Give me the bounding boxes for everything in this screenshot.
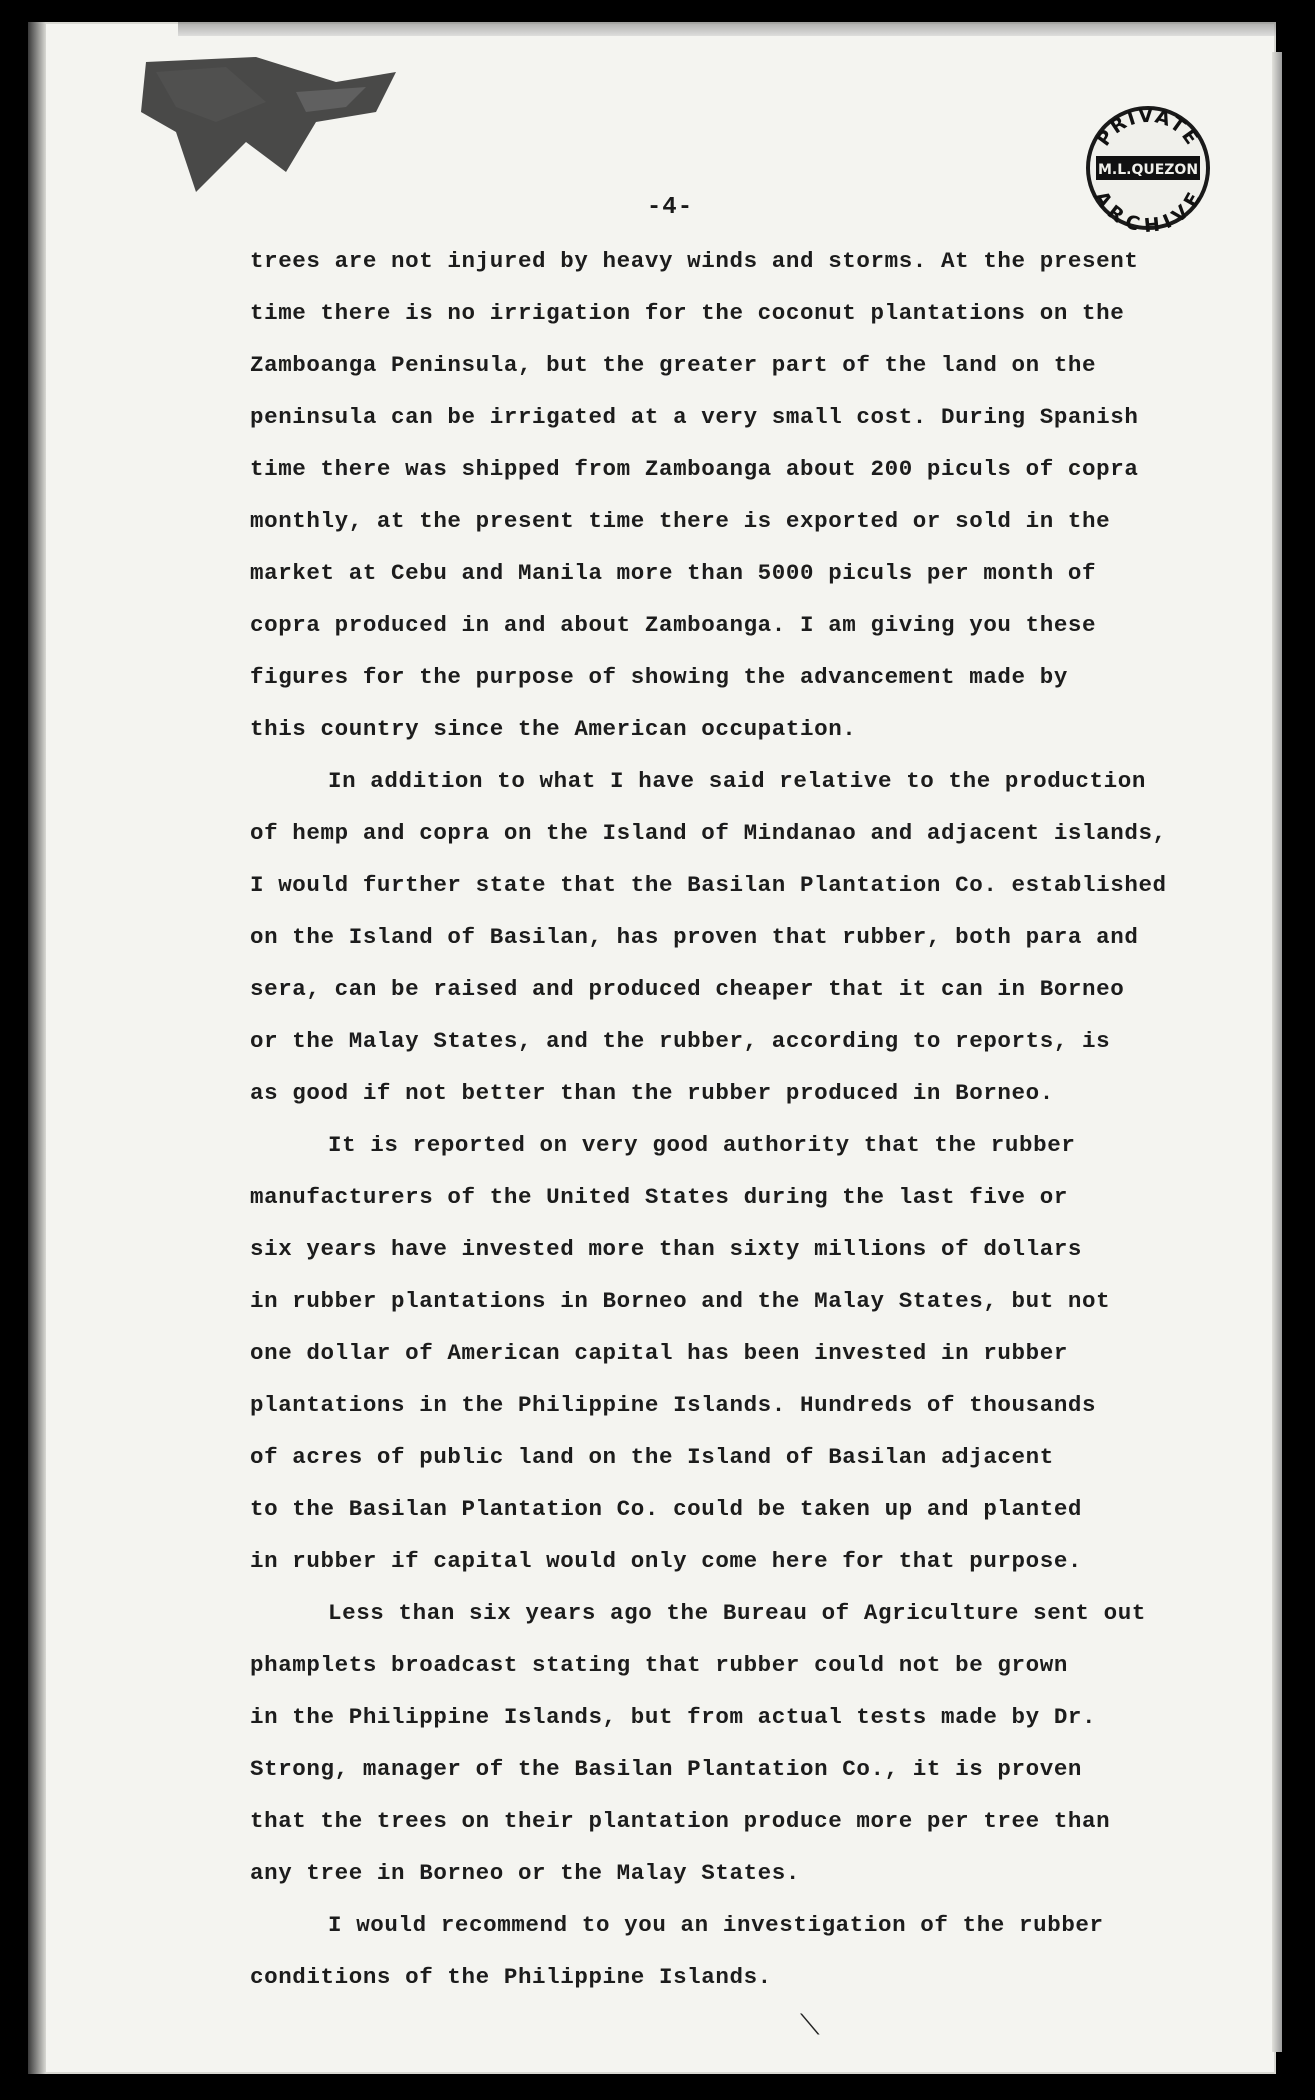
text-line: conditions of the Philippine Islands. bbox=[250, 1964, 772, 1990]
text-line: market at Cebu and Manila more than 5000 piculs per month of bbox=[250, 560, 1097, 586]
text-line: Strong, manager of the Basilan Plantation Co., it is proven bbox=[250, 1756, 1083, 1782]
stamp-bottom-text: ARCHIVE bbox=[1089, 187, 1207, 232]
paragraph bbox=[250, 1119, 1260, 1587]
paper-edge-top bbox=[178, 22, 1276, 36]
text-line: as good if not better than the rubber produced in Borneo. bbox=[250, 1080, 1054, 1106]
paragraph bbox=[250, 1899, 1260, 2003]
paragraph bbox=[250, 755, 1260, 1119]
text-line: in the Philippine Islands, but from actual tests made by Dr. bbox=[250, 1704, 1097, 1730]
text-line: phamplets broadcast stating that rubber could not be grown bbox=[250, 1652, 1068, 1678]
text-line: sera, can be raised and produced cheaper that it can in Borneo bbox=[250, 976, 1125, 1002]
text-line: six years have invested more than sixty millions of dollars bbox=[250, 1236, 1083, 1262]
text-line: in rubber if capital would only come here for that purpose. bbox=[250, 1548, 1083, 1574]
page-number: -4- bbox=[646, 194, 694, 221]
text-line: monthly, at the present time there is exported or sold in the bbox=[250, 508, 1111, 534]
text-line: time there is no irrigation for the coconut plantations on the bbox=[250, 300, 1125, 326]
text-line: figures for the purpose of showing the advancement made by bbox=[250, 664, 1068, 690]
text-line: to the Basilan Plantation Co. could be taken up and planted bbox=[250, 1496, 1083, 1522]
text-line: copra produced in and about Zamboanga. I am giving you these bbox=[250, 612, 1097, 638]
text-line: of hemp and copra on the Island of Mindanao and adjacent islands, bbox=[250, 820, 1167, 846]
text-line: of acres of public land on the Island of Basilan adjacent bbox=[250, 1444, 1054, 1470]
text-line: that the trees on their plantation produce more per tree than bbox=[250, 1808, 1111, 1834]
document-body bbox=[250, 235, 1260, 2003]
text-line: Less than six years ago the Bureau of Agriculture sent out bbox=[328, 1600, 1146, 1626]
text-line: on the Island of Basilan, has proven that rubber, both para and bbox=[250, 924, 1139, 950]
text-line: peninsula can be irrigated at a very small cost. During Spanish bbox=[250, 404, 1139, 430]
pen-mark: ⟍ bbox=[800, 2008, 820, 2041]
text-line: this country since the American occupation. bbox=[250, 716, 857, 742]
text-line: Zamboanga Peninsula, but the greater part of the land on the bbox=[250, 352, 1097, 378]
text-line: I would recommend to you an investigation of the rubber bbox=[328, 1912, 1104, 1938]
ink-smudge bbox=[136, 52, 436, 202]
text-line: in rubber plantations in Borneo and the Malay States, but not bbox=[250, 1288, 1111, 1314]
stamp-middle-text: M.L.QUEZON bbox=[1097, 162, 1199, 178]
paper-edge-right bbox=[1272, 52, 1282, 2052]
paragraph bbox=[250, 1587, 1260, 1899]
text-line: trees are not injured by heavy winds and storms. At the present bbox=[250, 248, 1139, 274]
stamp-top-text: PRIVATE bbox=[1092, 104, 1204, 151]
text-line: plantations in the Philippine Islands. Hundreds of thousands bbox=[250, 1392, 1097, 1418]
text-line: In addition to what I have said relative to the production bbox=[328, 768, 1146, 794]
text-line: or the Malay States, and the rubber, according to reports, is bbox=[250, 1028, 1111, 1054]
text-line: one dollar of American capital has been invested in rubber bbox=[250, 1340, 1068, 1366]
paper-edge-left bbox=[28, 22, 46, 2074]
text-line: It is reported on very good authority that the rubber bbox=[328, 1132, 1076, 1158]
text-line: I would further state that the Basilan Plantation Co. established bbox=[250, 872, 1167, 898]
archive-stamp bbox=[1084, 104, 1212, 232]
text-line: any tree in Borneo or the Malay States. bbox=[250, 1860, 800, 1886]
paragraph bbox=[250, 235, 1260, 755]
text-line: time there was shipped from Zamboanga about 200 piculs of copra bbox=[250, 456, 1139, 482]
text-line: manufacturers of the United States during the last five or bbox=[250, 1184, 1068, 1210]
